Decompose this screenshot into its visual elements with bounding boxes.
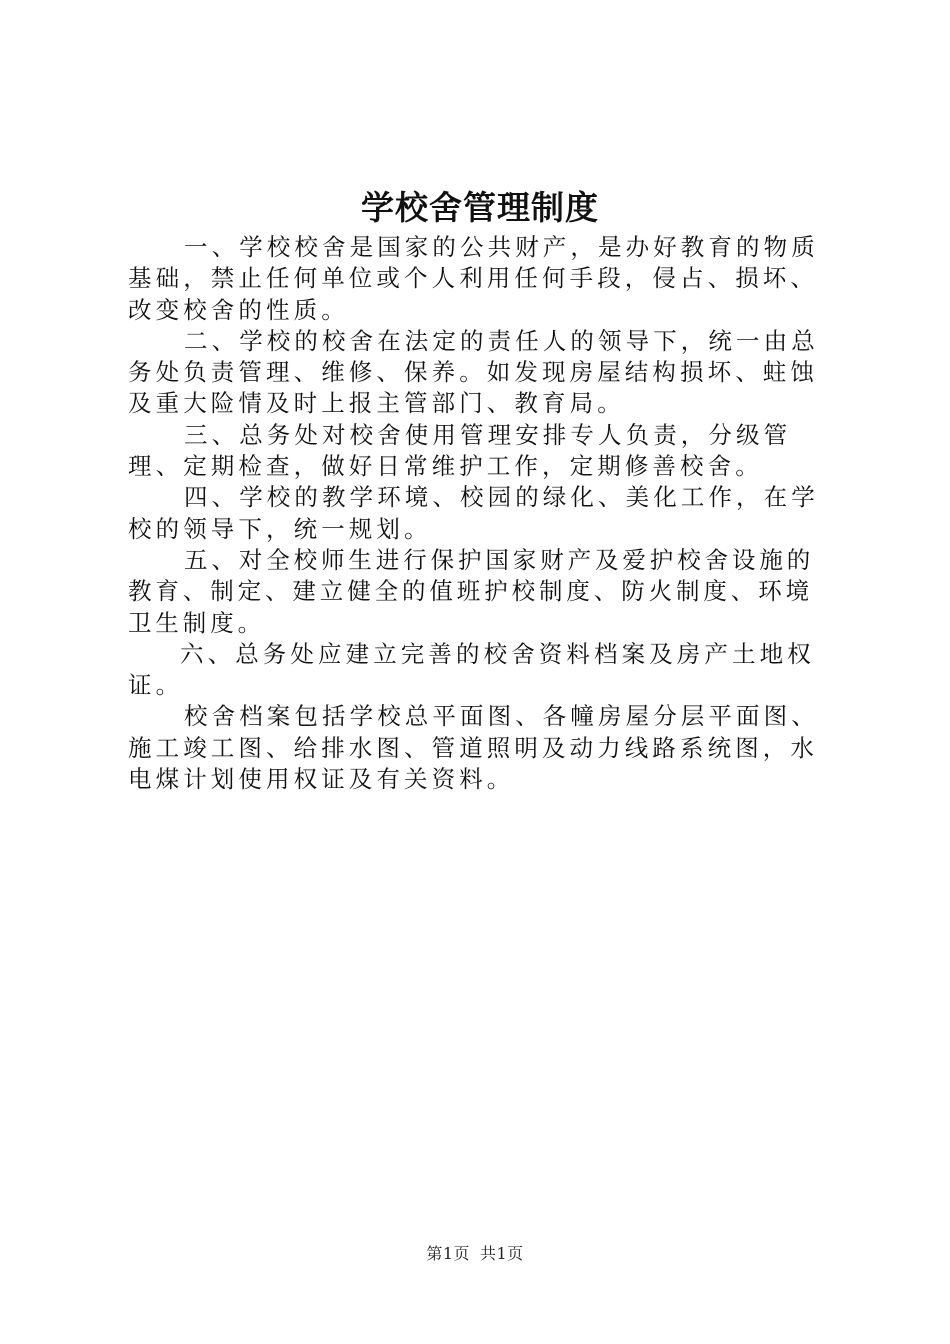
paragraph-6: 六、总务处应建立完善的校舍资料档案及房产土地权证。	[128, 639, 815, 700]
page-number: 第1页	[426, 1244, 470, 1263]
document-title: 学校舍管理制度	[361, 188, 599, 227]
paragraph-4: 四、学校的教学环境、校园的绿化、美化工作，在学校的领导下，统一规划。	[128, 483, 819, 543]
paragraph-1: 一、学校校舍是国家的公共财产，是办好教育的物质基础，禁止任何单位或个人利用任何手段，侵占、损坏、改变校舍的性质。	[128, 233, 819, 324]
paragraph-3: 三、总务处对校舍使用管理安排专人负责，分级管理、定期检查，做好日常维护工作，定期修善校舍。	[128, 420, 792, 481]
paragraph-2: 二、学校的校舍在法定的责任人的领导下，统一由总务处负责管理、维修、保养。如发现房屋结构损坏、蛀蚀及重大险情及时上报主管部门、教育局。	[128, 326, 819, 418]
paragraph-5: 五、对全校师生进行保护国家财产及爱护校舍设施的教育、制定、建立健全的值班护校制度、防火制度、环境卫生制度。	[128, 545, 815, 637]
paragraph-7: 校舍档案包括学校总平面图、各幢房屋分层平面图、施工竣工图、给排水图、管道照明及动力线路系统图，水电煤计划使用权证及有关资料。	[128, 702, 819, 794]
page-total: 共1页	[480, 1244, 524, 1263]
page-footer	[0, 1242, 950, 1266]
document-body	[128, 232, 840, 795]
